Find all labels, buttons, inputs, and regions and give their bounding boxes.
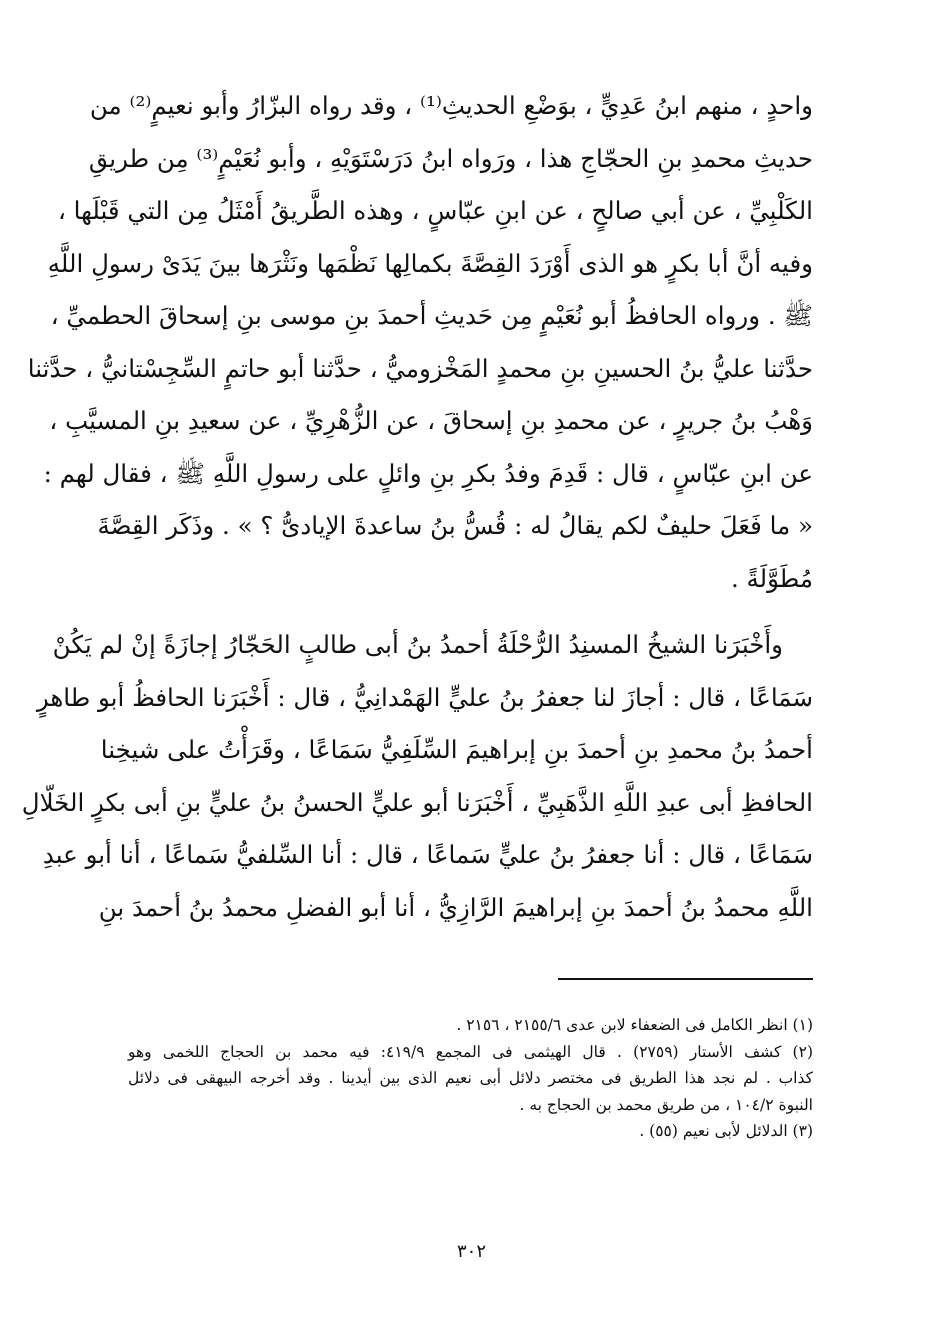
text-line: مُطَوَّلَةً . — [730, 563, 813, 593]
text-line: سَمَاعًا ، قال : أنا جعفرُ بنُ عليٍّ سَماعًا ، قال : أنا السِّلفيُّ سَماعًا ، أنا أبو عبدِ — [42, 840, 813, 869]
text-line: وَهْبُ بنُ جريرٍ ، عن محمدِ بنِ إسحاقَ ، عن الزُّهْرِيِّ ، عن سعيدِ بنِ المسيَّبِ ، — [49, 406, 813, 435]
footnote-2: (٢) كشف الأستار (٢٧٥٩) . قال الهيثمى فى المجمع ٤١٩/٩: فيه محمد بن الحجاج اللخمى وهو — [128, 1042, 813, 1061]
main-text — [21, 80, 813, 934]
text-line: حديثِ محمدِ بنِ الحجّاجِ هذا ، ورَواه ابنُ دَرَسْتَوَيْهِ ، وأبو نُعَيْمٍ⁽³⁾ مِن طريقِ — [88, 143, 813, 173]
paragraph-spacer — [128, 605, 813, 619]
footnote-2-continued: كذاب . لم نجد هذا الطريق فى مختصر دلائل أبى نعيم الذى بين أيدينا . وقد أخرجه البيهقى فى دلائل — [128, 1069, 813, 1087]
footnote-separator — [558, 978, 813, 980]
footnote-2-continued: النبوة ١٠٤/٢ ، من طريق محمد بن الحجاج به . — [519, 1095, 813, 1114]
text-line: وفيه أنَّ أبا بكرٍ هو الذى أَوْرَدَ القِصَّةَ بكمالِها نَظْمَها ونَثْرَها بينَ يَدَىْ رسولِ اللَّهِ — [47, 248, 813, 278]
page-number: ٣٠٢ — [456, 1241, 486, 1262]
text-line: وأَخْبَرَنا الشيخُ المسنِدُ الرُّحْلَةُ أحمدُ بنُ أبى طالبٍ الحَجّارُ إجازَةً إنْ لم يَكُنْ — [52, 630, 783, 659]
paragraph-2 — [21, 619, 813, 934]
text-line: الحافظِ أبى عبدِ اللَّهِ الذَّهَبِيِّ ، أَخْبَرَنا أبو عليٍّ الحسنُ بنُ عليٍّ بنِ أبى بكرٍ الخَلّالِ — [21, 787, 813, 817]
text-line: الكَلْبِيِّ ، عن أبي صالحٍ ، عن ابنِ عبّاسٍ ، وهذه الطَّريقُ أَمْثَلُ مِن التي قَبْلَها ، — [57, 196, 813, 225]
footnote-3: (٣) الدلائل لأبى نعيم (٥٥) . — [639, 1122, 813, 1140]
text-line: عن ابنِ عبّاسٍ ، قال : قَدِمَ وفدُ بكرِ بنِ وائلٍ على رسولِ اللَّهِ ﷺ ، فقال لهم : — [43, 458, 813, 488]
text-line: اللَّهِ محمدُ بنُ أحمدَ بنِ إبراهيمَ الرَّازِيُّ ، أنا أبو الفضلِ محمدُ بنُ أحمدَ بنِ — [98, 892, 813, 922]
footnote-1: (١) انظر الكامل فى الضعفاء لابن عدى ٢١٥٥/٦ ، ٢١٥٦ . — [456, 1016, 813, 1034]
text-line: حدَّثنا عليُّ بنُ الحسينِ بنِ محمدٍ المَخْزوميُّ ، حدَّثنا أبو حاتمٍ السِّجِسْتانيُّ ، حدَّثنا — [27, 353, 813, 383]
text-line: سَمَاعًا ، قال : أجازَ لنا جعفرُ بنُ عليٍّ الهَمْدانِيُّ ، قال : أَخْبَرَنا الحافظُ أبو طاهرٍ — [36, 682, 813, 712]
text-line: « ما فَعَلَ حليفٌ لكم يقالُ له : قُسُّ بنُ ساعدةَ الإيادىُّ ؟ » . وذَكَر القِصَّةَ — [97, 511, 813, 540]
text-line: ﷺ . ورواه الحافظُ أبو نُعَيْمٍ مِن حَديثِ أحمدَ بنِ موسى بنِ إسحاقَ الحطميِّ ، — [50, 301, 813, 330]
footnotes — [128, 1012, 813, 1145]
text-line: واحدٍ ، منهم ابنُ عَدِيٍّ ، بوَضْعِ الحديثِ⁽¹⁾ ، وقد رواه البزّارُ وأبو نعيمٍ⁽²⁾ من — [89, 91, 813, 120]
text-line: أحمدُ بنُ محمدِ بنِ أحمدَ بنِ إبراهيمَ السِّلَفِيُّ سَمَاعًا ، وقَرَأْتُ على شيخِنا — [100, 735, 813, 764]
paragraph-1 — [27, 80, 813, 605]
